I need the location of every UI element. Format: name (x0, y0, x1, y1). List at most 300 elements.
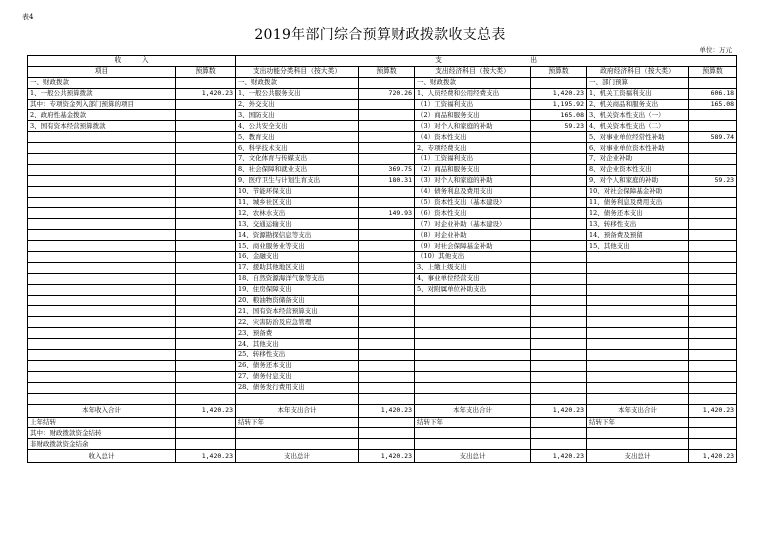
func-item: 20、粮油物资储备支出 (236, 295, 359, 306)
gov-item: 11、债务利息及费用支出 (587, 197, 689, 208)
income-total-value: 1,420.23 (176, 404, 236, 417)
func-item (236, 393, 359, 404)
empty-cell (415, 428, 531, 439)
gov-budget (689, 317, 737, 328)
income-item (28, 219, 176, 230)
income-item: 3、国有资本经营预算拨款 (28, 121, 176, 132)
gov-budget (689, 230, 737, 241)
econ-item: 1、人员经费和公用经费支出 (415, 88, 531, 99)
econ-budget (531, 154, 587, 165)
econ-item: （4）资本性支出 (415, 132, 531, 143)
func-item: 13、交通运输支出 (236, 219, 359, 230)
income-budget (176, 121, 236, 132)
gov-budget (689, 371, 737, 382)
econ-item: （10）其他支出 (415, 252, 531, 263)
func-item: 1、一般公共服务支出 (236, 88, 359, 99)
income-item: 1、一般公共预算拨款 (28, 88, 176, 99)
income-budget (176, 295, 236, 306)
econ-item: （3）对个人和家庭的补助 (415, 175, 531, 186)
col-budget-header: 预算数 (176, 66, 236, 77)
empty-cell (176, 428, 236, 439)
func-item: 6、科学技术支出 (236, 143, 359, 154)
grand-func-value: 1,420.23 (359, 450, 415, 463)
econ-budget: 1,420.23 (531, 88, 587, 99)
gov-budget (689, 241, 737, 252)
econ-budget (531, 143, 587, 154)
func-item: 12、农林水支出 (236, 208, 359, 219)
econ-budget (531, 132, 587, 143)
income-item (28, 164, 176, 175)
income-item (28, 284, 176, 295)
econ-item (415, 306, 531, 317)
col-gov-header: 政府经济科目（按大类） (587, 66, 689, 77)
income-budget (176, 382, 236, 393)
income-budget (176, 110, 236, 121)
income-item (28, 262, 176, 273)
income-item (28, 230, 176, 241)
income-budget (176, 241, 236, 252)
econ-item: （2）商品和服务支出 (415, 164, 531, 175)
table-row (28, 219, 737, 230)
gov-budget (689, 273, 737, 284)
econ-item (415, 295, 531, 306)
income-budget (176, 175, 236, 186)
gov-budget (689, 350, 737, 361)
func-item: 14、资源勘探信息等支出 (236, 230, 359, 241)
income-item (28, 328, 176, 339)
econ-item: （4）债务利息及费用支出 (415, 186, 531, 197)
grand-income-value: 1,420.23 (176, 450, 236, 463)
func-item: 5、教育支出 (236, 132, 359, 143)
func-budget (359, 393, 415, 404)
gov-budget (689, 360, 737, 371)
econ-budget (531, 208, 587, 219)
econ-item (415, 317, 531, 328)
empty-cell (689, 439, 737, 450)
income-total-label: 本年收入合计 (28, 404, 176, 417)
func-item: 23、预备费 (236, 328, 359, 339)
income-budget (176, 219, 236, 230)
income-item (28, 317, 176, 328)
func-budget: 369.75 (359, 164, 415, 175)
gov-item (587, 393, 689, 404)
func-item: 2、外交支出 (236, 99, 359, 110)
empty-cell (359, 428, 415, 439)
expense-total-label: 本年支出合计 (587, 404, 689, 417)
table-row (28, 175, 737, 186)
gov-budget (689, 219, 737, 230)
empty-cell (415, 439, 531, 450)
gov-item (587, 350, 689, 361)
empty-cell (236, 439, 359, 450)
table-row (28, 164, 737, 175)
gov-item: 15、其他支出 (587, 241, 689, 252)
budget-table (27, 55, 737, 463)
gov-budget (689, 77, 737, 88)
econ-item: 一、财政拨款 (415, 77, 531, 88)
gov-budget (689, 252, 737, 263)
econ-item: （3）对个人和家庭的补助 (415, 121, 531, 132)
econ-budget (531, 350, 587, 361)
func-item: 17、援助其他地区支出 (236, 262, 359, 273)
econ-total-value: 1,420.23 (531, 404, 587, 417)
econ-budget (531, 317, 587, 328)
gov-item: 4、机关资本性支出（二） (587, 121, 689, 132)
func-budget: 180.31 (359, 175, 415, 186)
econ-item: （1）工资福利支出 (415, 154, 531, 165)
col-budget-header: 预算数 (531, 66, 587, 77)
econ-item: （2）商品和服务支出 (415, 110, 531, 121)
income-item: 2、政府性基金拨款 (28, 110, 176, 121)
func-budget (359, 121, 415, 132)
gov-item (587, 328, 689, 339)
econ-budget: 59.23 (531, 121, 587, 132)
func-item: 28、债务发行费用支出 (236, 382, 359, 393)
gov-budget: 165.08 (689, 99, 737, 110)
econ-budget (531, 328, 587, 339)
func-item: 15、商业服务业等支出 (236, 241, 359, 252)
table-row (28, 295, 737, 306)
income-budget: 1,420.23 (176, 88, 236, 99)
grand-econ-value: 1,420.23 (531, 450, 587, 463)
func-budget (359, 197, 415, 208)
next-carry-label: 结转下年 (587, 417, 689, 428)
table-row (28, 393, 737, 404)
table-row (28, 273, 737, 284)
func-budget (359, 186, 415, 197)
gov-total-value: 1,420.23 (689, 404, 737, 417)
func-item: 24、其他支出 (236, 339, 359, 350)
func-budget (359, 339, 415, 350)
econ-item: （9）对社会保障基金补助 (415, 241, 531, 252)
gov-item: 14、预备费及预留 (587, 230, 689, 241)
gov-budget (689, 110, 737, 121)
table-row (28, 77, 737, 88)
income-header: 收 入 (28, 56, 236, 67)
table-row (28, 143, 737, 154)
func-budget (359, 273, 415, 284)
econ-item (415, 328, 531, 339)
func-budget: 720.26 (359, 88, 415, 99)
income-budget (176, 208, 236, 219)
table-row (28, 154, 737, 165)
func-item: 25、转移性支出 (236, 350, 359, 361)
func-budget (359, 230, 415, 241)
income-budget (176, 284, 236, 295)
econ-item (415, 360, 531, 371)
gov-budget (689, 328, 737, 339)
table-row (28, 350, 737, 361)
table-row (28, 339, 737, 350)
gov-budget: 589.74 (689, 132, 737, 143)
func-item: 3、国防支出 (236, 110, 359, 121)
gov-budget (689, 382, 737, 393)
gov-item: 2、机关商品和服务支出 (587, 99, 689, 110)
income-budget (176, 132, 236, 143)
table-row (28, 132, 737, 143)
gov-budget (689, 295, 737, 306)
econ-budget (531, 175, 587, 186)
table-row (28, 306, 737, 317)
gov-budget (689, 121, 737, 132)
econ-item (415, 339, 531, 350)
prev-carry-label: 上年结转 (28, 417, 176, 428)
gov-item (587, 382, 689, 393)
income-budget (176, 393, 236, 404)
income-budget (176, 252, 236, 263)
gov-budget (689, 262, 737, 273)
econ-budget (531, 197, 587, 208)
gov-budget (689, 208, 737, 219)
econ-budget (531, 393, 587, 404)
gov-item: 12、债务还本支出 (587, 208, 689, 219)
income-item (28, 132, 176, 143)
gov-item: 一、部门预算 (587, 77, 689, 88)
econ-item: （8）对企业补助 (415, 230, 531, 241)
gov-budget (689, 154, 737, 165)
next-carry-value (689, 417, 737, 428)
empty-cell (689, 428, 737, 439)
empty-cell (531, 428, 587, 439)
carry-sub2-label: 非财政拨款资金结余 (28, 439, 176, 450)
econ-item: 5、对附属单位补助支出 (415, 284, 531, 295)
table-row (28, 360, 737, 371)
income-item (28, 252, 176, 263)
func-total-value: 1,420.23 (359, 404, 415, 417)
econ-item: （6）资本性支出 (415, 208, 531, 219)
expense-header: 支 出 (236, 56, 737, 67)
func-budget (359, 295, 415, 306)
econ-budget: 165.08 (531, 110, 587, 121)
econ-item (415, 382, 531, 393)
income-item (28, 208, 176, 219)
gov-item: 1、机关工资福利支出 (587, 88, 689, 99)
income-item (28, 197, 176, 208)
func-budget: 149.93 (359, 208, 415, 219)
prev-carry-value (176, 417, 236, 428)
table-row (28, 262, 737, 273)
table-row (28, 252, 737, 263)
func-item: 11、城乡社区支出 (236, 197, 359, 208)
gov-budget: 606.18 (689, 88, 737, 99)
income-item (28, 241, 176, 252)
func-budget (359, 371, 415, 382)
econ-budget: 1,195.92 (531, 99, 587, 110)
func-item: 9、医疗卫生与计划生育支出 (236, 175, 359, 186)
table-row (28, 371, 737, 382)
table-row (28, 208, 737, 219)
income-budget (176, 262, 236, 273)
expense-total-label: 本年支出合计 (236, 404, 359, 417)
func-item: 16、金融支出 (236, 252, 359, 263)
unit-label: 单位：万元 (699, 46, 732, 54)
col-func-header: 支出功能分类科目（按大类） (236, 66, 359, 77)
empty-cell (236, 428, 359, 439)
income-item (28, 295, 176, 306)
func-budget (359, 241, 415, 252)
gov-budget: 59.23 (689, 175, 737, 186)
econ-budget (531, 306, 587, 317)
next-carry-value (531, 417, 587, 428)
income-budget (176, 371, 236, 382)
income-item: 其中：专项资金列入部门预算的项目 (28, 99, 176, 110)
func-item: 21、国有资本经营预算支出 (236, 306, 359, 317)
func-budget (359, 360, 415, 371)
econ-budget (531, 382, 587, 393)
table-row (28, 317, 737, 328)
econ-item (415, 393, 531, 404)
func-item: 19、住房保障支出 (236, 284, 359, 295)
func-budget (359, 284, 415, 295)
table-row (28, 284, 737, 295)
func-item: 26、债务还本支出 (236, 360, 359, 371)
table-row (28, 121, 737, 132)
income-item (28, 154, 176, 165)
econ-budget (531, 230, 587, 241)
gov-item (587, 262, 689, 273)
table-row (28, 241, 737, 252)
income-item (28, 273, 176, 284)
income-budget (176, 197, 236, 208)
income-budget (176, 317, 236, 328)
func-budget (359, 262, 415, 273)
econ-budget (531, 219, 587, 230)
gov-item (587, 284, 689, 295)
econ-item: （7）对企业补助（基本建设） (415, 219, 531, 230)
table-number: 表4 (22, 13, 34, 21)
gov-item (587, 252, 689, 263)
income-item (28, 186, 176, 197)
income-budget (176, 77, 236, 88)
empty-cell (587, 439, 689, 450)
func-item: 18、自然资源海洋气象等支出 (236, 273, 359, 284)
gov-item: 9、对个人和家庭的补助 (587, 175, 689, 186)
gov-budget (689, 284, 737, 295)
gov-item (587, 295, 689, 306)
econ-item (415, 371, 531, 382)
income-budget (176, 230, 236, 241)
income-budget (176, 164, 236, 175)
table-row (28, 110, 737, 121)
gov-item (587, 273, 689, 284)
col-budget-header: 预算数 (689, 66, 737, 77)
income-item (28, 306, 176, 317)
gov-item: 13、转移性支出 (587, 219, 689, 230)
income-item (28, 360, 176, 371)
gov-item (587, 317, 689, 328)
econ-budget (531, 186, 587, 197)
func-item: 一、财政拨款 (236, 77, 359, 88)
income-item (28, 339, 176, 350)
income-item: 一、财政拨款 (28, 77, 176, 88)
grand-expense-label: 支出总计 (236, 450, 359, 463)
income-budget (176, 350, 236, 361)
gov-item (587, 339, 689, 350)
income-item (28, 350, 176, 361)
gov-item (587, 360, 689, 371)
income-budget (176, 360, 236, 371)
income-item (28, 382, 176, 393)
income-budget (176, 306, 236, 317)
gov-budget (689, 339, 737, 350)
func-budget (359, 328, 415, 339)
func-budget (359, 110, 415, 121)
col-budget-header: 预算数 (359, 66, 415, 77)
func-item: 10、节能环保支出 (236, 186, 359, 197)
econ-budget (531, 77, 587, 88)
econ-budget (531, 262, 587, 273)
func-budget (359, 382, 415, 393)
econ-budget (531, 371, 587, 382)
next-carry-label: 结转下年 (415, 417, 531, 428)
func-budget (359, 317, 415, 328)
gov-item: 8、对企业资本性支出 (587, 164, 689, 175)
carry-sub1-label: 其中：财政拨款资金结转 (28, 428, 176, 439)
table-row (28, 88, 737, 99)
econ-item: 4、事业单位经营支出 (415, 273, 531, 284)
table-row (28, 197, 737, 208)
econ-budget (531, 252, 587, 263)
income-budget (176, 154, 236, 165)
econ-budget (531, 360, 587, 371)
func-budget (359, 252, 415, 263)
income-budget (176, 273, 236, 284)
income-budget (176, 186, 236, 197)
next-carry-value (359, 417, 415, 428)
func-budget (359, 154, 415, 165)
gov-budget (689, 164, 737, 175)
func-item: 8、社会保障和就业支出 (236, 164, 359, 175)
table-row (28, 99, 737, 110)
gov-budget (689, 393, 737, 404)
table-row (28, 186, 737, 197)
table-row (28, 328, 737, 339)
gov-budget (689, 197, 737, 208)
gov-item: 7、对企业补助 (587, 154, 689, 165)
gov-item: 6、对事业单位资本性补助 (587, 143, 689, 154)
func-item: 27、债务付息支出 (236, 371, 359, 382)
table-row (28, 230, 737, 241)
grand-expense-label: 支出总计 (415, 450, 531, 463)
econ-budget (531, 241, 587, 252)
econ-item (415, 350, 531, 361)
func-item: 7、文化体育与传媒支出 (236, 154, 359, 165)
econ-budget (531, 339, 587, 350)
gov-item: 10、对社会保障基金补助 (587, 186, 689, 197)
income-item (28, 371, 176, 382)
income-budget (176, 143, 236, 154)
econ-budget (531, 164, 587, 175)
col-econ-header: 支出经济科目（按大类） (415, 66, 531, 77)
empty-cell (176, 439, 236, 450)
col-item-header: 项目 (28, 66, 176, 77)
func-budget (359, 350, 415, 361)
econ-budget (531, 284, 587, 295)
grand-expense-label: 支出总计 (587, 450, 689, 463)
func-budget (359, 132, 415, 143)
func-item: 4、公共安全支出 (236, 121, 359, 132)
gov-budget (689, 186, 737, 197)
func-budget (359, 143, 415, 154)
income-item (28, 175, 176, 186)
grand-income-label: 收入总计 (28, 450, 176, 463)
gov-budget (689, 143, 737, 154)
gov-budget (689, 306, 737, 317)
empty-cell (587, 428, 689, 439)
func-budget (359, 306, 415, 317)
econ-item: （1）工资福利支出 (415, 99, 531, 110)
income-item (28, 393, 176, 404)
